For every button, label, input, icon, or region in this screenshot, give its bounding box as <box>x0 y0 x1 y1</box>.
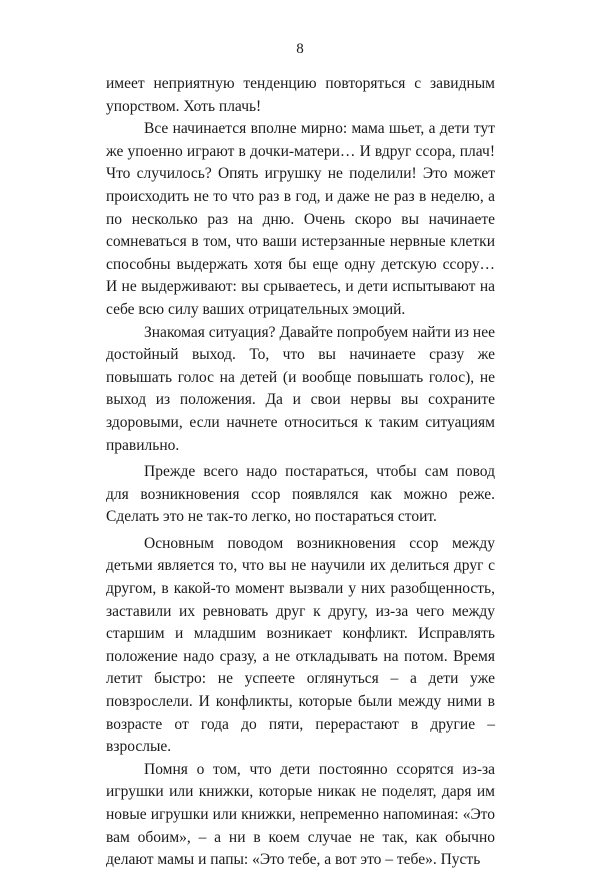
paragraph-continuation: имеет неприятную тенденцию повторяться с завидным упорством. Хоть плачь! <box>106 75 495 115</box>
paragraph: Помня о том, что дети постоянно ссорятся из-за игрушки или книжки, которые никак не поделят, даря им новые игрушки или книжки, непременно напоминая: «Это вам обоим», – а ни в коем случае не так, как обычно делают мамы и папы: «Это тебе, а вот это – тебе». Пусть <box>106 760 495 869</box>
page-text <box>106 73 495 872</box>
paragraph: Все начинается вполне мирно: мама шьет, а дети тут же упоенно играют в дочки-матери… И вдруг ссора, плач! Что случилось? Опять игрушку не поделили! Это может происходить не то что раз в год, и даже не раз в неделю, а по несколько раз на дню. Очень скоро вы начинаете сомневаться в том, что ваши истерзанные нервные клетки способны выдержать хотя бы еще одну детскую ссору… И не выдерживают: вы срываетесь, и дети испытывают на себе всю силу ваших отрицательных эмоций. <box>106 120 495 318</box>
paragraph: Прежде всего надо постараться, чтобы сам повод для возникновения ссор появлялся как можно реже. Сделать это не так-то легко, но постараться стоит. <box>106 463 495 526</box>
paragraph: Знакомая ситуация? Давайте попробуем найти из нее достойный выход. То, что вы начинаете сразу же повышать голос на детей (и вообще повышать голос), не выход из положения. Да и свои нервы вы сохраните здоровыми, если начнете относиться к таким ситуациям правильно. <box>106 323 495 454</box>
paragraph: Основным поводом возникновения ссор между детьми является то, что вы не научили их делиться друг с другом, в какой-то момент вызвали у них разобщенность, заставили их ревновать друг к другу, из-за чего между старшим и младшим возникает конфликт. Исправлять положение надо сразу, а не откладывать на потом. Время летит быстро: не успеете оглянуться – а дети уже повзрослели. И конфликты, которые были между ними в возрасте от года до пяти, перерастают в другие – взрослые. <box>106 534 495 756</box>
page-number: 8 <box>296 41 304 57</box>
